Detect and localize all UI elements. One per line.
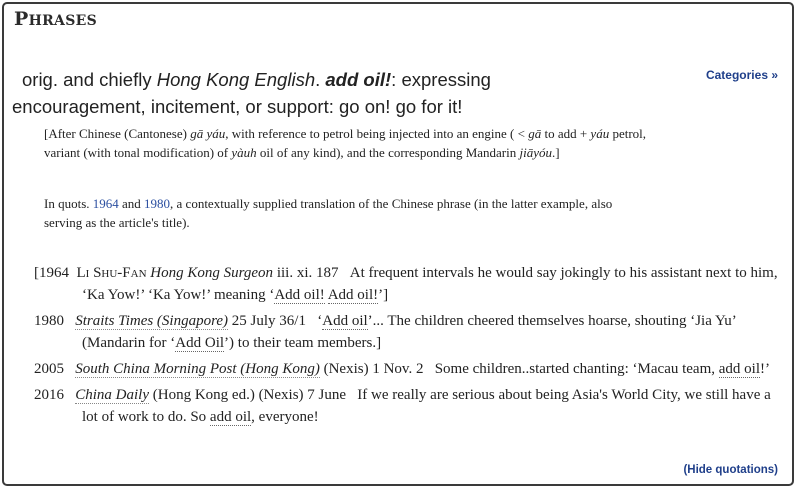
quotation-year-link-1964[interactable]: 1964 [92, 196, 119, 211]
etymology-word: gā yáu [190, 126, 226, 141]
quotation-1980 [34, 310, 786, 354]
etymology-word: jiāyóu [519, 145, 552, 160]
etymology-text: petrol, variant (with tonal modification) of [44, 126, 647, 160]
quotation-ref: (Hong Kong ed.) (Nexis) 7 June [149, 387, 347, 403]
note-text: , a contextually supplied translation of the Chinese phrase (in the latter example, also serving as the article's title). [44, 196, 613, 230]
quotation-year: 1980 [34, 313, 64, 329]
quotation-2005 [34, 358, 786, 380]
definition-sep: . [315, 69, 326, 90]
quotation-author: Li Shu-Fan [76, 265, 147, 281]
quotation-source[interactable]: China Daily [75, 387, 149, 403]
quotation-year-link-1980[interactable]: 1980 [144, 196, 171, 211]
quotation-note [44, 194, 644, 232]
quotation-source[interactable]: South China Morning Post (Hong Kong) [75, 361, 320, 377]
etymology-text: [After Chinese (Cantonese) [44, 126, 191, 141]
etymology-text: to add + [541, 126, 591, 141]
highlighted-phrase: add oil [718, 361, 761, 377]
quotation-text: At frequent intervals he would say jokingly to his assistant next to him, ‘Ka Yow!’ ‘Ka Yow!’ meaning ‘ [82, 265, 778, 303]
definition-gloss: encouragement, incitement, or support: go on! go for it! [12, 96, 463, 117]
hide-quotations-link[interactable]: (Hide quotations) [683, 464, 778, 476]
quotation-year: 2016 [34, 387, 64, 403]
quotation-1964 [34, 262, 786, 306]
etymology-text: .] [551, 145, 560, 160]
highlighted-phrase: Add oil! [274, 287, 325, 303]
quotation-ref: 25 July 36/1 [228, 313, 306, 329]
quotation-text: Some children..started chanting: ‘Macau team, [434, 361, 719, 377]
quotation-text-end: , everyone! [251, 409, 319, 425]
headword: add oil! [325, 69, 392, 90]
note-text: and [118, 196, 145, 211]
quotation-source[interactable]: Straits Times (Singapore) [75, 313, 229, 329]
quotation-text-end: ’) to their team members.] [224, 335, 382, 351]
etymology-text: oil of any kind), and the corresponding Mandarin [256, 145, 520, 160]
quotation-year: [1964 [34, 265, 69, 281]
quotations-list [34, 262, 786, 432]
quotation-text-end: ’] [378, 287, 389, 303]
phrase-entry-panel [2, 2, 794, 486]
section-heading [14, 8, 97, 30]
quotation-ref: (Nexis) 1 Nov. 2 [319, 361, 424, 377]
heading-rest: HRASES [28, 13, 98, 29]
quotation-source[interactable]: Hong Kong Surgeon [150, 265, 274, 281]
quotation-text-end: !’ [760, 361, 771, 377]
quotation-text-start: ‘ [317, 313, 323, 329]
definition-gloss-start: : expressing [391, 69, 491, 90]
definition-label: orig. and chiefly [22, 69, 157, 90]
etymology-text: , with reference to petrol being injected into an engine ( < [225, 126, 529, 141]
note-text: In quots. [44, 196, 93, 211]
definition [12, 66, 682, 120]
quotation-ref: iii. xi. 187 [273, 265, 339, 281]
categories-link[interactable]: Categories » [705, 68, 778, 82]
etymology-word: yàuh [231, 145, 257, 160]
highlighted-phrase: Add Oil [175, 335, 225, 351]
quotation-text: If we really are serious about being Asia's World City, we still have a lot of work to do. So [82, 387, 771, 425]
etymology [44, 124, 664, 162]
highlighted-phrase: Add oil [322, 313, 368, 329]
quotation-2016 [34, 384, 786, 428]
etymology-word: yáu [590, 126, 610, 141]
highlighted-phrase: add oil [209, 409, 252, 425]
highlighted-phrase: Add oil! [327, 287, 379, 303]
heading-initial: P [14, 8, 29, 30]
quotation-year: 2005 [34, 361, 64, 377]
language-variety: Hong Kong English [156, 69, 316, 90]
quotation-text: ’... The children cheered themselves hoarse, shouting ‘Jia Yu’ (Mandarin for ‘ [82, 313, 736, 351]
etymology-word: gā [528, 126, 542, 141]
